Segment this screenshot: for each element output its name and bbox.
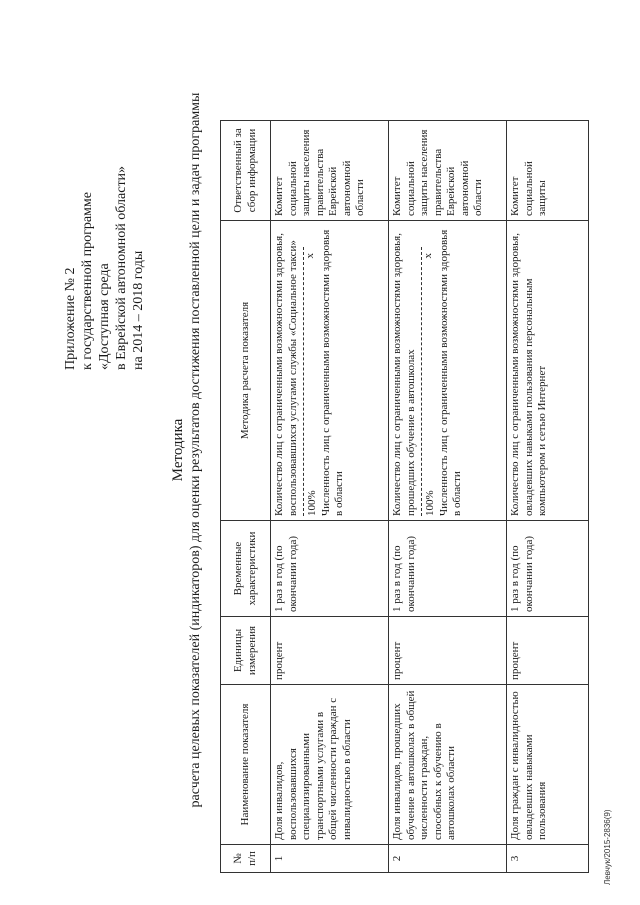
- indicators-table: [220, 120, 589, 873]
- document-stamp: Левчук/2015-2836(9): [603, 809, 612, 885]
- formula-denominator: Численность лиц с ограниченными возможностями здоровья в области: [319, 229, 345, 516]
- header-num: № п/п: [221, 845, 271, 873]
- row-method: [507, 221, 589, 521]
- formula-percent: 100%: [306, 490, 318, 516]
- row-time: 1 раз в год (по окончании года): [271, 521, 389, 617]
- row-unit: процент: [507, 617, 589, 685]
- row-resp: Комитет социальной защиты населения правительства Еврейской автономной области: [271, 121, 389, 221]
- row-unit: процент: [389, 617, 507, 685]
- multiply-sign: x: [422, 253, 434, 259]
- row-time: 1 раз в год (по окончании года): [389, 521, 507, 617]
- appendix-line: «Доступная среда: [97, 263, 112, 370]
- formula-numerator: Количество лиц с ограниченными возможностями здоровья, овладевших навыками пользования персональным компьютером и сетью Интернет: [509, 233, 548, 516]
- rotated-sheet: [20, 15, 620, 885]
- row-unit: процент: [271, 617, 389, 685]
- row-resp: Комитет социальной защиты: [507, 121, 589, 221]
- table-row: [271, 121, 389, 873]
- row-name: Доля инвалидов, воспользовавшихся специализированными транспортными услугами в общей численности граждан с инвалидностью в области: [271, 685, 389, 845]
- multiply-sign: x: [304, 253, 316, 259]
- appendix-line: к государственной программе: [80, 192, 95, 370]
- formula-numerator: Количество лиц с ограниченными возможностями здоровья, прошедших обучение в автошколах: [391, 233, 417, 516]
- header-method: Методика расчета показателя: [221, 221, 271, 521]
- appendix-line: в Еврейской автономной области»: [114, 165, 129, 370]
- header-resp: Ответственный за сбор информации: [221, 121, 271, 221]
- header-time: Временные характеристики: [221, 521, 271, 617]
- header-name: Наименование показателя: [221, 685, 271, 845]
- row-resp: Комитет социальной защиты населения правительства Еврейской автономной области: [389, 121, 507, 221]
- appendix-line: Приложение № 2: [63, 267, 78, 370]
- document-title: Методика: [170, 418, 186, 482]
- formula-denominator: Численность лиц с ограниченными возможностями здоровья в области: [437, 229, 463, 516]
- row-name: Доля инвалидов, прошедших обучение в автошколах в общей численности граждан, способных к обучению в автошколах области: [389, 685, 507, 845]
- row-num: 3: [507, 845, 589, 873]
- row-method: [389, 221, 507, 521]
- row-method: [271, 221, 389, 521]
- row-time: 1 раз в год (по окончании года): [507, 521, 589, 617]
- document-subtitle: расчета целевых показателей (индикаторов) для оценки результатов достижения поставленной цели и задач программы: [188, 92, 203, 808]
- row-num: 1: [271, 845, 389, 873]
- table-header-row: [221, 121, 271, 873]
- row-name: Доля граждан с инвалидностью овладевших навыками пользования: [507, 685, 589, 845]
- formula-percent: 100%: [424, 490, 436, 516]
- appendix-header: [62, 40, 147, 370]
- table-row: [389, 121, 507, 873]
- row-num: 2: [389, 845, 507, 873]
- table-row: [507, 121, 589, 873]
- appendix-line: на 2014 – 2018 годы: [131, 250, 146, 370]
- formula-numerator: Количество лиц с ограниченными возможностями здоровья, воспользовавшихся услугами службы «Социальное такси»: [273, 233, 299, 516]
- header-unit: Единицы измерения: [221, 617, 271, 685]
